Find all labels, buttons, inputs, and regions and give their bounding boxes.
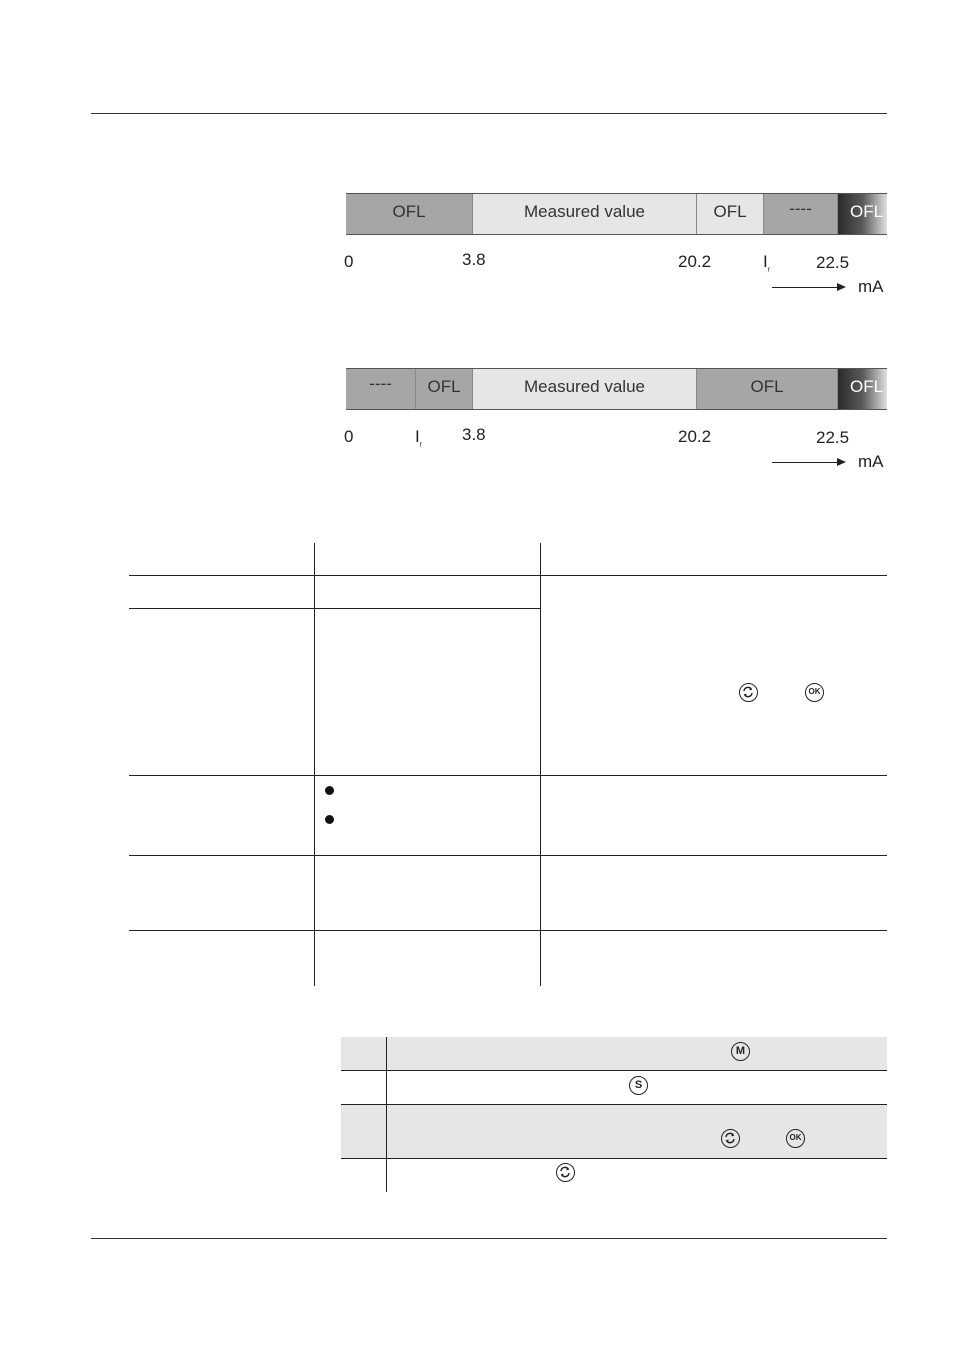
header-rule (91, 113, 887, 114)
bullet-1 (325, 786, 334, 795)
ofl-segment-high: OFL (838, 369, 887, 409)
ir-label: $I_r$ (763, 252, 771, 274)
table-row-rule (129, 608, 540, 609)
unit-label: mA (858, 452, 884, 471)
rotate-key-icon (721, 1129, 740, 1148)
measured-value-segment: Measured value (473, 369, 697, 409)
bullet-2 (325, 815, 334, 824)
dash-segment: ---- (346, 369, 416, 409)
tick-3-8: 3.8 (462, 425, 486, 444)
range-bar (346, 368, 887, 410)
step-row-3 (341, 1105, 887, 1158)
step-row-1 (341, 1037, 887, 1070)
rotate-key-icon (739, 683, 758, 702)
tick-20-2: 20.2 (678, 252, 712, 271)
step-row-4 (341, 1159, 887, 1192)
table-row-rule (129, 930, 887, 931)
ofl-segment-low: OFL (346, 194, 473, 234)
current-range-diagram-2 (346, 368, 887, 488)
footer-rule (91, 1238, 887, 1239)
step-col-divider (386, 1037, 387, 1192)
measured-value-segment: Measured value (473, 194, 697, 234)
ofl-segment-low: OFL (416, 369, 473, 409)
ok-key-icon: OK (805, 683, 824, 702)
step-row-2 (341, 1071, 887, 1104)
ok-key-icon: OK (786, 1129, 805, 1148)
ofl-segment-mid: OFL (697, 194, 764, 234)
table-col-divider-2 (540, 543, 541, 986)
table-col-divider-1 (314, 543, 315, 986)
s-key-icon: S (629, 1076, 648, 1095)
table-header-rule (129, 575, 887, 576)
table-row-rule (129, 775, 887, 776)
tick-20-2: 20.2 (678, 427, 712, 446)
table-row-rule (129, 855, 887, 856)
step-rule (341, 1104, 887, 1105)
range-bar (346, 193, 887, 235)
step-rule (341, 1070, 887, 1071)
tick-0: 0 (344, 427, 354, 446)
rotate-key-icon (556, 1163, 575, 1182)
ir-label: $I_r$ (415, 427, 423, 449)
axis-arrow (772, 462, 844, 463)
unit-label: mA (858, 277, 884, 296)
dash-segment: ---- (764, 194, 838, 234)
ofl-segment-high: OFL (838, 194, 887, 234)
current-range-diagram-1 (346, 193, 887, 313)
step-rule (341, 1158, 887, 1159)
tick-22-5: 22.5 (816, 253, 850, 272)
m-key-icon: M (731, 1042, 750, 1061)
tick-0: 0 (344, 252, 354, 271)
tick-3-8: 3.8 (462, 250, 486, 269)
axis-arrow (772, 287, 844, 288)
ofl-segment-mid: OFL (697, 369, 838, 409)
tick-22-5: 22.5 (816, 428, 850, 447)
